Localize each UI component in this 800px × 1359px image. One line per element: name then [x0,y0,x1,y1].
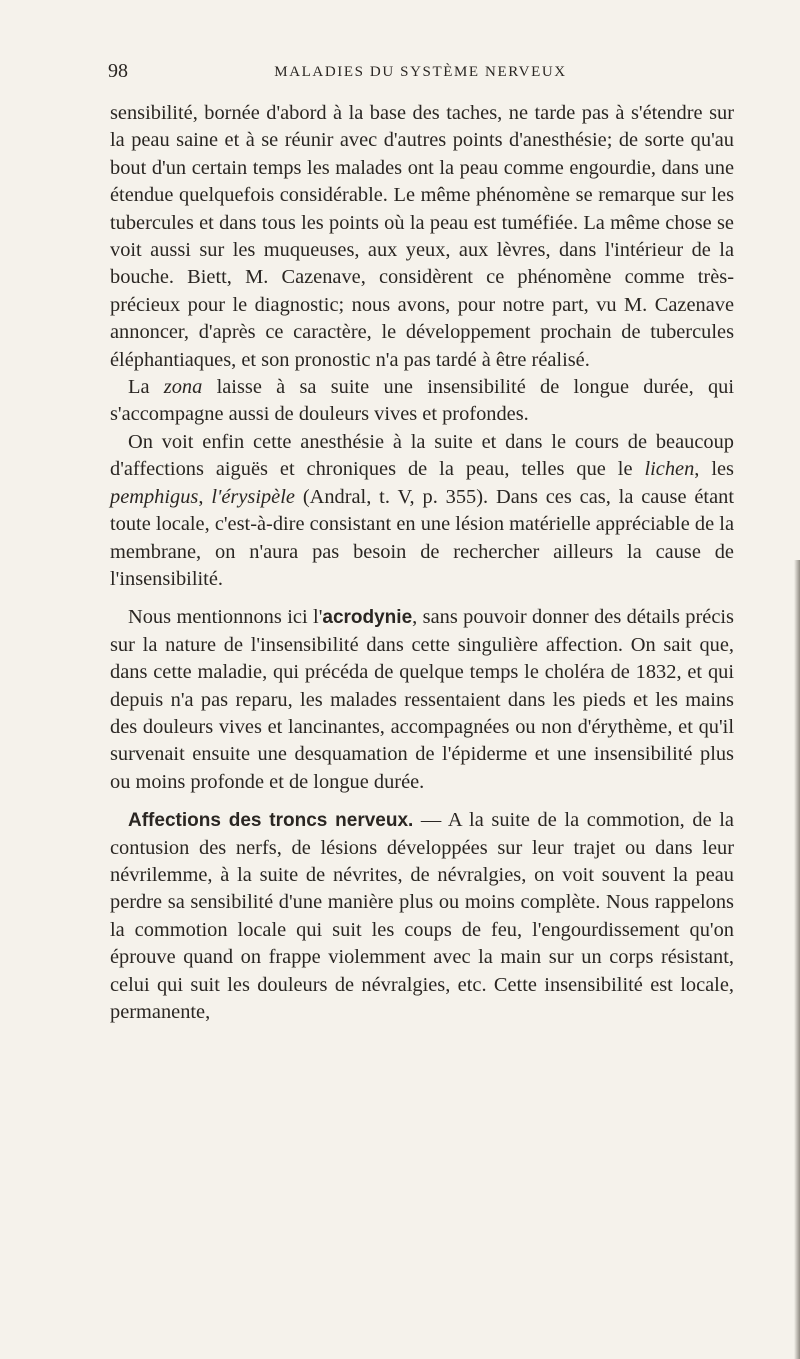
section-heading-troncs-nerveux: Affections des troncs nerveux. [128,810,414,832]
p3-text-a: On voit enfin cette anesthésie à la suite et dans le cours de beaucoup d'affections aiguës et chroniques de la peau, telles que le [110,430,734,481]
term-zona: zona [163,376,203,399]
page-edge-shadow [794,560,800,1359]
paragraph-4 [110,604,734,796]
p4-text-b: , sans pouvoir donner des détails précis sur la nature de l'insensibilité dans cette singulière affection. On sait que, dans cette maladie, qui précéda de quelque temps le choléra de 1832, et qui depuis n'a pas reparu, les malades ressentaient dans les pieds et les mains des douleurs vives et lancinantes, accompagnées ou non d'érythème, et qu'il survenait ensuite une desquamation de l'épiderme et une insensibilité plus ou moins profonde et de longue durée. [110,606,734,793]
running-head: MALADIES DU SYSTÈME NERVEUX [274,64,567,80]
term-lichen: lichen [644,458,695,481]
page-number: 98 [108,60,128,82]
paragraph-2 [110,374,734,429]
term-erysipele: l'érysipèle [211,485,295,508]
body-text [110,100,734,1026]
paragraph-3 [110,429,734,593]
p2-text-b: laisse à sa suite une insensibilité de longue durée, qui s'accompagne aussi de douleurs vives et profondes. [110,376,734,426]
term-pemphigus: pemphigus [110,485,199,508]
term-acrodynie: acrodynie [322,607,413,629]
page-header [108,60,733,88]
paragraph-1: sensibilité, bornée d'abord à la base des taches, ne tarde pas à s'étendre sur la peau saine et à se réunir avec d'autres points d'anesthésie; de sorte qu'au bout d'un certain temps les malades ont la peau comme engourdie, dans une étendue quelquefois considérable. Le même phénomène se remarque sur les tubercules et dans tous les points où la peau est tuméfiée. La même chose se voit aussi sur les muqueuses, aux yeux, aux lèvres, dans l'intérieur de la bouche. Biett, M. Cazenave, considèrent ce phénomène comme très-précieux pour le diagnostic; nous avons, pour notre part, vu M. Cazenave annoncer, d'après ce caractère, le développement prochain de tubercules éléphantiaques, et son pronostic n'a pas tardé à être réalisé. [110,102,734,371]
p3-text-d: (Andral, t. V, p. 355). Dans ces cas, la cause étant toute locale, c'est-à-dire consistant en une lésion matérielle appréciable de la membrane, on n'aura pas besoin de rechercher ailleurs la cause de l'insensibilité. [110,485,734,590]
p5-text: — A la suite de la commotion, de la contusion des nerfs, de lésions développées sur leur trajet ou dans leur névrilemme, à la suite de névrites, de névralgies, on voit souvent la peau perdre sa sensibilité d'une manière plus ou moins complète. Nous rappelons la commotion locale qui suit les coups de feu, l'engourdissement qu'on éprouve quand on frappe violemment avec la main sur un corps résistant, celui qui suit les douleurs de névralgies, etc. Cette insensibilité est locale, permanente, [110,809,734,1023]
p3-text-c: , [198,485,212,508]
p4-text-a: Nous mentionnons ici l' [128,606,323,629]
p3-text-b: , les [694,458,734,481]
p2-text-a: La [128,376,164,399]
paragraph-5 [110,807,734,1026]
